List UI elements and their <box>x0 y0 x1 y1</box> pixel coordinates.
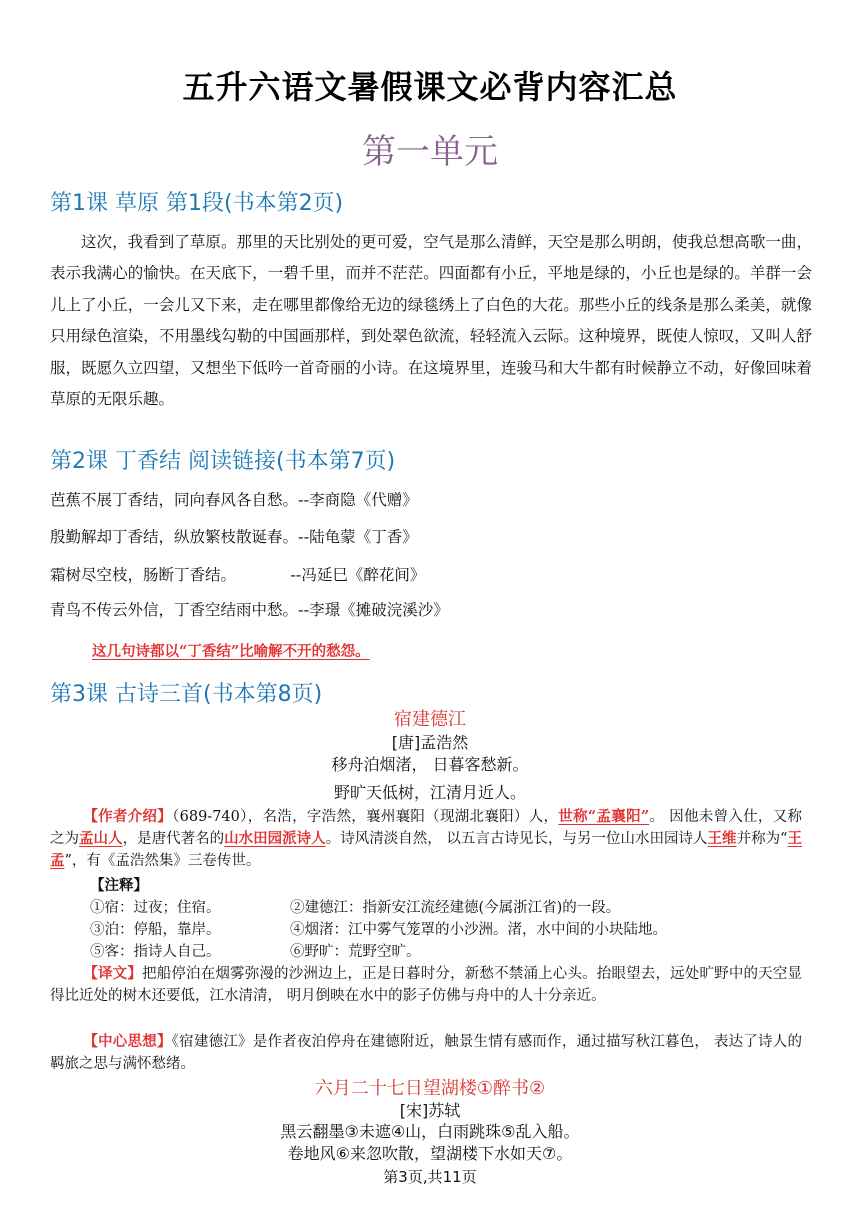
lesson-1-paragraph: 这次，我看到了草原。那里的天比别处的更可爱，空气是那么清鲜，天空是那么明朗，使我总想高歌一曲，表示我满心的愉快。在天底下，一碧千里，而并不茫茫。四面都有小丘，平地是绿的，小丘也是绿的。羊群一会儿上了小丘，一会儿又下来，走在哪里都像给无边的绿毯绣上了白色的大花。那些小丘的线条是那么柔美，就像只用绿色渲染，不用墨线勾勒的中国画那样，到处翠色欲流，轻轻流入云际。这种境界，既使人惊叹，又叫人舒服，既愿久立四望，又想坐下低吟一首奇丽的小诗。在这境界里，连骏马和大牛都有时候静立不动，好像回味着草原的无限乐趣。 <box>50 233 812 409</box>
note-item: ③泊：停船，靠岸。 <box>90 922 221 938</box>
translation-text: 把船停泊在烟雾弥漫的沙洲边上，正是日暮时分，新愁不禁涌上心头。抬眼望去，远处旷野中的天空显得比近处的树木还要低，江水清清， 明月倒映在水中的影子仿佛与舟中的人十分亲近。 <box>50 966 803 1005</box>
central-idea-text: 《宿建德江》是作者夜泊停舟在建德附近，触景生情有感而作，通过描写秋江暮色， 表达了诗人的羁旅之思与满怀愁绪。 <box>50 1034 803 1073</box>
central-idea-label: 【中心思想】 <box>83 1033 172 1050</box>
author-intro-text: ，是唐代著名的 <box>122 831 225 848</box>
poem-line: 黑云翻墨③未遮④山，白雨跳珠⑤乱入船。 <box>280 1122 580 1141</box>
author-intro-label: 【作者介绍】 <box>83 808 173 825</box>
author-intro <box>50 806 802 873</box>
verse-line: 殷勤解却丁香结，纵放繁枝散诞春。--陆龟蒙《丁香》 <box>50 528 418 546</box>
lesson-2-note: 这几句诗都以“丁香结”比喻解不开的愁怨。 <box>92 643 370 660</box>
author-intro-text: （689-740），名浩，字浩然，襄州襄阳（现湖北襄阳）人， <box>172 809 559 825</box>
author-intro-text: 并称为“ <box>736 831 788 848</box>
page-footer: 第3页,共11页 <box>383 1168 477 1186</box>
verse-line: 芭蕉不展丁香结，同向春风各自愁。--李商隐《代赠》 <box>50 491 418 509</box>
author-intro-text: 。 因他未曾入仕，又称之为 <box>50 809 803 848</box>
note-item: ⑤客：指诗人自己。 <box>90 944 221 960</box>
verse-line: 青鸟不传云外信，丁香空结雨中愁。--李璟《摊破浣溪沙》 <box>50 601 449 619</box>
highlight-keyword: 王孟 <box>50 830 803 870</box>
poem-title: 宿建德江 <box>394 709 466 730</box>
highlight-keyword: 孟山人 <box>79 830 123 848</box>
note-item: ①宿：过夜；住宿。 <box>90 900 221 916</box>
unit-title: 第一单元 <box>362 132 498 172</box>
author-intro-text: ”，有《孟浩然集》三卷传世。 <box>64 853 261 870</box>
note-item: ④烟渚：江中雾气笼罩的小沙洲。渚，水中间的小块陆地。 <box>290 922 667 938</box>
poem-line: 移舟泊烟渚， 日暮客愁新。 <box>331 755 529 774</box>
poem-author: [唐]孟浩然 <box>391 733 469 752</box>
poem-author: [宋]苏轼 <box>399 1101 461 1120</box>
lesson-1-heading: 第1课 草原 第1段(书本第2页) <box>50 191 344 216</box>
highlight-keyword: 山水田园派诗人 <box>224 830 326 848</box>
poem-line: 野旷天低树，江清月近人。 <box>333 783 526 802</box>
note-item: ②建德江：指新安江流经建德(今属浙江省)的一段。 <box>290 900 621 916</box>
document-title: 五升六语文暑假课文必背内容汇总 <box>182 68 678 106</box>
author-intro-text: 。诗风清淡自然， 以五言古诗见长，与另一位山水田园诗人 <box>325 831 708 848</box>
highlight-keyword: 王维 <box>707 830 737 848</box>
translation <box>50 963 802 1007</box>
translation-label: 【译文】 <box>83 965 143 982</box>
lesson-2-heading: 第2课 丁香结 阅读链接(书本第7页) <box>50 449 396 474</box>
verse-line: 霜树尽空枝，肠断丁香结。 --冯延巳《醉花间》 <box>50 566 426 584</box>
poem-line: 卷地风⑥来忽吹散，望湖楼下水如天⑦。 <box>287 1144 573 1163</box>
note-item: ⑥野旷：荒野空旷。 <box>290 944 421 960</box>
highlight-keyword: 世称“孟襄阳” <box>558 808 650 825</box>
central-idea <box>50 1031 802 1075</box>
poem-title: 六月二十七日望湖楼①醉书② <box>314 1078 546 1099</box>
notes-label: 【注释】 <box>90 877 148 894</box>
lesson-3-heading: 第3课 古诗三首(书本第8页) <box>50 682 323 707</box>
